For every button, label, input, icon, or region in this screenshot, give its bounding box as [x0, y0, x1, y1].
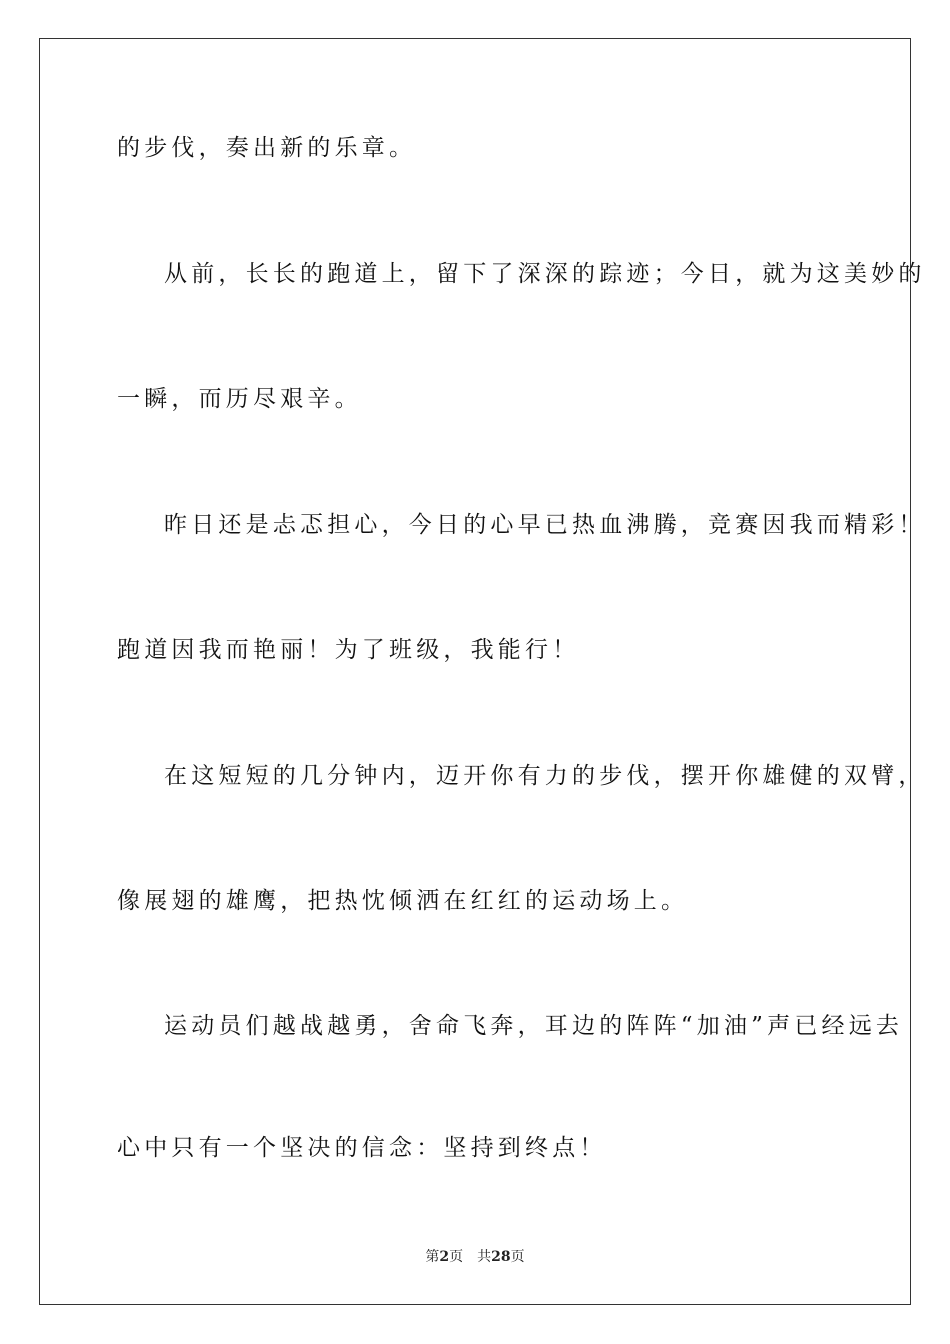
text-line-3: 一瞬，而历尽艰辛。 [117, 386, 362, 412]
text-line-8: 运动员们越战越勇，舍命飞奔，耳边的阵阵“加油”声已经远去 [164, 1013, 904, 1039]
page-number: 2 [439, 1249, 450, 1265]
text-line-6: 在这短短的几分钟内，迈开你有力的步伐，摆开你雄健的双臂， [164, 763, 926, 789]
text-line-1: 的步伐，奏出新的乐章。 [117, 135, 417, 161]
page-border [39, 38, 911, 1305]
text-line-9: 心中只有一个坚决的信念：坚持到终点！ [117, 1135, 607, 1161]
page-suffix: 页 [449, 1249, 464, 1265]
total-prefix: 共 [477, 1249, 492, 1265]
total-suffix: 页 [510, 1249, 525, 1265]
text-line-4: 昨日还是忐忑担心，今日的心早已热血沸腾，竞赛因我而精彩！ [164, 512, 926, 538]
text-line-2: 从前，长长的跑道上，留下了深深的踪迹；今日，就为这美妙的 [164, 261, 926, 287]
page-footer [0, 1248, 950, 1266]
text-line-7: 像展翅的雄鹰，把热忱倾洒在红红的运动场上。 [117, 888, 689, 914]
total-pages: 28 [491, 1249, 511, 1265]
page-prefix: 第 [425, 1249, 440, 1265]
text-line-5: 跑道因我而艳丽！为了班级，我能行！ [117, 637, 580, 663]
